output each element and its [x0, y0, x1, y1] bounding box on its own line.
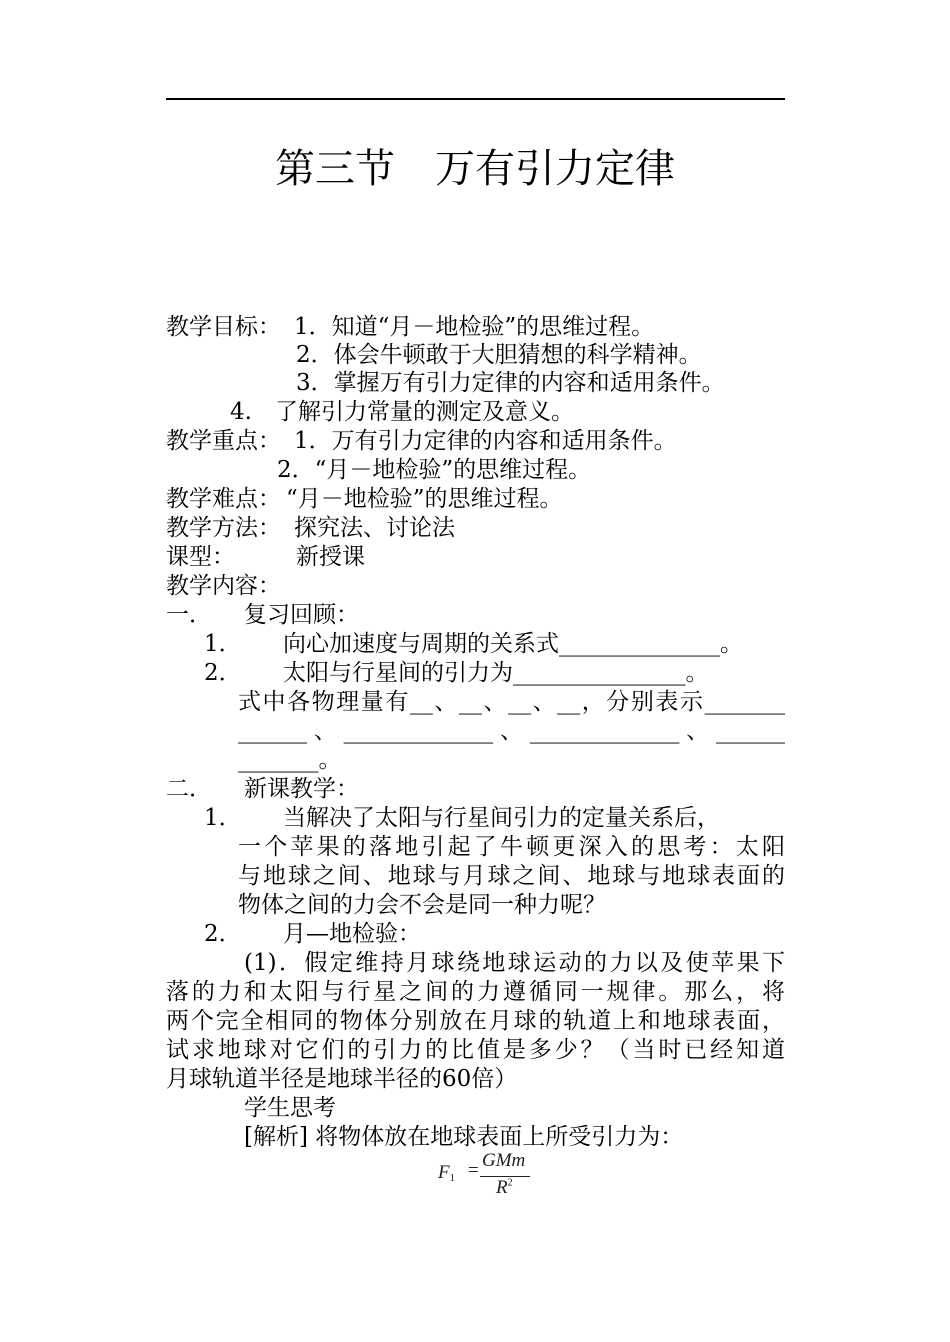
page-title: 第三节 万有引力定律 [275, 146, 675, 192]
list-number: 2． [204, 921, 242, 947]
list-number: 2． [204, 660, 242, 686]
top-rule [166, 98, 785, 100]
method-label: 教学方法： [166, 515, 281, 541]
content-label: 教学内容： [166, 573, 281, 599]
section-heading-new: 新课教学： [244, 776, 359, 802]
key-point-item: 2．“月－地检验”的思维过程。 [277, 457, 592, 483]
analysis-line: [解析] 将物体放在地球表面上所受引力为： [244, 1124, 684, 1150]
paragraph-line: 当解决了太阳与行星间引力的定量关系后， [283, 805, 720, 831]
lesson-type-text: 新授课 [296, 544, 365, 570]
review-line: ______、_____________、_____________、______ [238, 718, 785, 744]
equation-subscript: 1 [449, 1172, 456, 1184]
objective-item: 2．体会牛顿敢于大胆猜想的科学精神。 [296, 342, 702, 368]
difficulty-label: 教学难点： [166, 486, 281, 512]
question-line: (1)．假定维持月球绕地球运动的力以及使苹果下 [244, 950, 785, 976]
lesson-type-label: 课型： [166, 544, 235, 570]
question-line: 两个完全相同的物体分别放在月球的轨道上和地球表面， [166, 1008, 785, 1034]
student-thinking: 学生思考 [244, 1095, 336, 1121]
equation-numerator: GMm [482, 1150, 526, 1171]
equation-power: 2 [507, 1177, 513, 1189]
section-heading-review: 复习回顾： [244, 602, 359, 628]
objective-item: 3．掌握万有引力定律的内容和适用条件。 [296, 370, 725, 396]
difficulty-text: “月－地检验”的思维过程。 [286, 486, 563, 512]
section-number: 二． [166, 776, 212, 802]
review-item: 太阳与行星间的引力为_______________。 [283, 660, 709, 686]
objective-item: 4. 了解引力常量的测定及意义。 [230, 399, 574, 425]
equation-equals: = [468, 1160, 479, 1181]
question-line: 月球轨道半径是地球半径的60倍） [166, 1066, 518, 1092]
method-text: 探究法、讨论法 [294, 515, 455, 541]
paragraph-line: 物体之间的力会不会是同一种力呢？ [238, 892, 606, 918]
list-number: 1． [204, 805, 242, 831]
paragraph-line: 与地球之间、地球与月球之间、地球与地球表面的 [238, 863, 785, 889]
objective-item: 1．知道“月－地检验”的思维过程。 [294, 314, 655, 340]
equation-denominator: $R^2$ [496, 1177, 513, 1198]
question-line: 落的力和太阳与行星之间的力遵循同一规律。那么，将 [166, 979, 785, 1005]
equation-lhs: $F_1$ [438, 1162, 456, 1184]
key-points-label: 教学重点： [166, 428, 281, 454]
review-line: _______。 [238, 747, 342, 773]
section-number: 一． [166, 602, 212, 628]
list-number: 1． [204, 631, 242, 657]
paragraph-line: 一个苹果的落地引起了牛顿更深入的思考：太阳 [238, 834, 785, 860]
subsection-heading: 月—地检验： [283, 921, 421, 947]
key-point-item: 1．万有引力定律的内容和适用条件。 [294, 428, 677, 454]
objectives-label: 教学目标： [166, 314, 281, 340]
review-item: 向心加速度与周期的关系式______________。 [283, 631, 743, 657]
review-line: 式中各物理量有__、__、__、__，分别表示_______ [238, 689, 785, 715]
question-line: 试求地球对它们的引力的比值是多少？（当时已经知道 [166, 1037, 785, 1063]
